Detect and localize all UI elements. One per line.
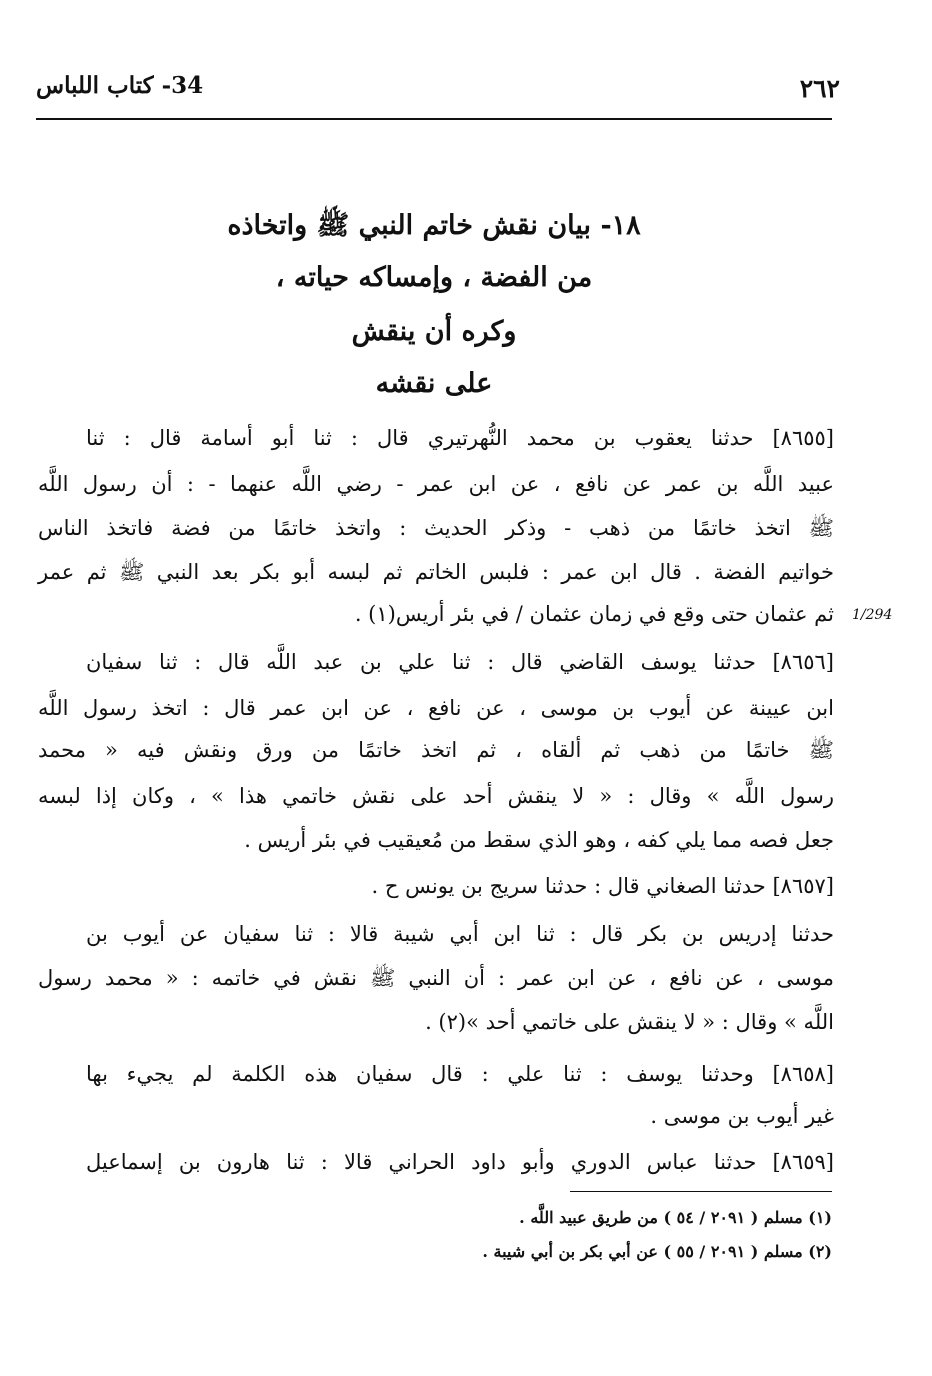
body-line: ﷺ اتخذ خاتمًا من ذهب - وذكر الحديث : واتخذ خاتمًا من فضة فاتخذ الناس (38, 516, 834, 540)
body-line: غير أيوب بن موسى . (650, 1104, 834, 1128)
chapter-title-line-2: من الفضة ، وإمساكه حياته ، (275, 262, 593, 293)
body-line: ابن عيينة عن أيوب بن موسى ، عن نافع ، عن ابن عمر قال : اتخذ رسول اللَّه (38, 696, 834, 720)
body-line: عبيد اللَّه بن عمر عن نافع ، عن ابن عمر - رضي اللَّه عنهما - : أن رسول اللَّه (38, 472, 834, 496)
body-line: [٨٦٥٩] حدثنا عباس الدوري وأبو داود الحراني قالا : ثنا هارون بن إسماعيل (86, 1150, 834, 1174)
margin-page-reference: 1/294 (852, 607, 893, 623)
body-line: رسول اللَّه » وقال : « لا ينقش أحد على نقش خاتمي هذا » ، وكان إذا لبسه (38, 784, 834, 808)
body-line: حدثنا إدريس بن بكر قال : ثنا ابن أبي شيبة قالا : ثنا سفيان عن أيوب بن (86, 922, 834, 946)
footnote-rule (570, 1191, 832, 1192)
page-number: ٢٦٢ (799, 74, 840, 103)
body-line: [٨٦٥٨] وحدثنا يوسف : ثنا علي : قال سفيان هذه الكلمة لم يجيء بها (86, 1062, 834, 1086)
body-line: موسى ، عن نافع ، عن ابن عمر : أن النبي ﷺ نقش في خاتمه : « محمد رسول (38, 966, 834, 990)
footnote-2: (٢) مسلم ( ٢٠٩١ / ٥٥ ) عن أبي بكر بن أبي شيبة . (482, 1242, 832, 1261)
body-line: [٨٦٥٦] حدثنا يوسف القاضي قال : ثنا علي بن عبد اللَّه قال : ثنا سفيان (86, 650, 834, 674)
chapter-title-line-1: ١٨- بيان نقش خاتم النبي ﷺ واتخاذه (227, 210, 641, 241)
body-line: اللَّه » وقال : « لا ينقش على خاتمي أحد »(٢) . (425, 1010, 834, 1034)
chapter-title-line-4: على نقشه (375, 368, 493, 399)
body-line: خواتيم الفضة . قال ابن عمر : فلبس الخاتم ثم لبسه أبو بكر بعد النبي ﷺ ثم عمر (38, 560, 834, 584)
chapter-title-line-3: وكره أن ينقش (351, 316, 517, 347)
body-line: ثم عثمان حتى وقع في زمان عثمان / في بئر أريس(١) . (354, 602, 834, 626)
body-line: [٨٦٥٧] حدثنا الصغاني قال : حدثنا سريج بن يونس ح . (371, 874, 834, 898)
footnote-1: (١) مسلم ( ٢٠٩١ / ٥٤ ) من طريق عبيد اللَّه . (519, 1208, 832, 1227)
body-line: جعل فصه مما يلي كفه ، وهو الذي سقط من مُعيقيب في بئر أريس . (244, 828, 834, 852)
body-line: ﷺ خاتمًا من ذهب ثم ألقاه ، ثم اتخذ خاتمًا من ورق ونقش فيه « محمد (38, 738, 834, 762)
running-head-title: 34- كتاب اللباس (36, 72, 204, 99)
body-line: [٨٦٥٥] حدثنا يعقوب بن محمد النُّهرتيري قال : ثنا أبو أسامة قال : ثنا (86, 426, 834, 450)
header-rule (36, 118, 832, 120)
